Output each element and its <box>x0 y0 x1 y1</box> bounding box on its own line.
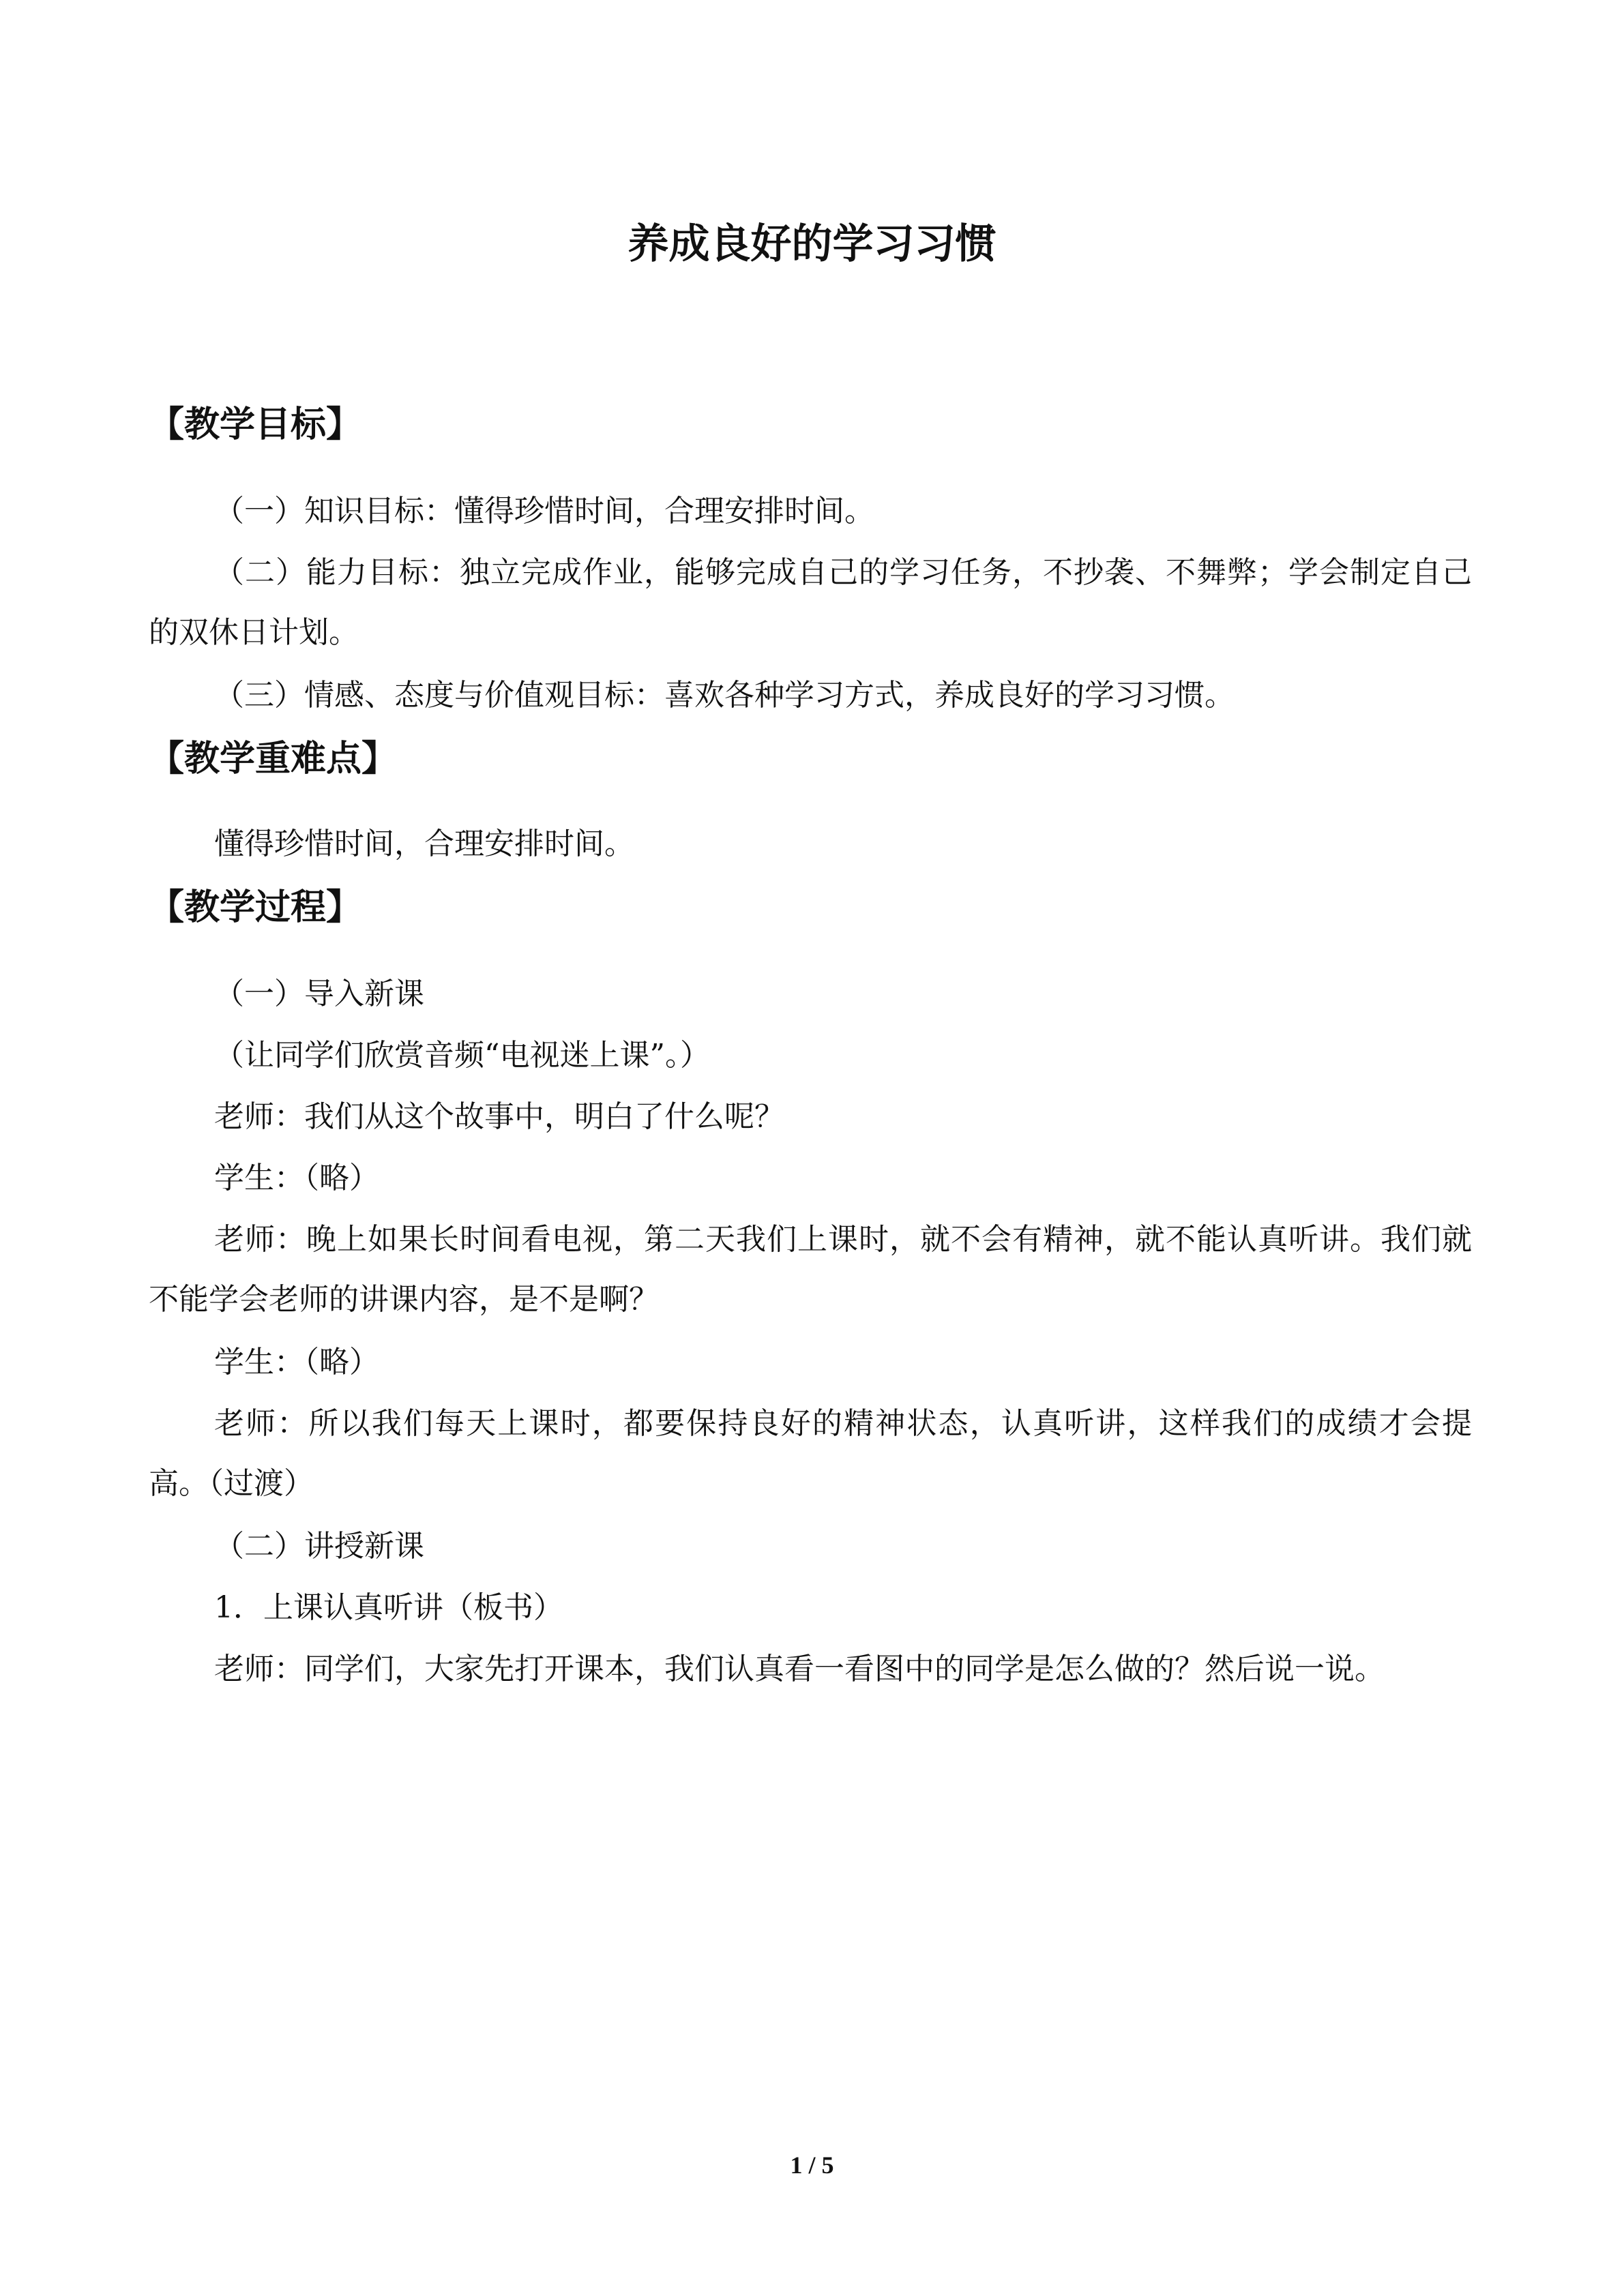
key-points-text: 懂得珍惜时间，合理安排时间。 <box>214 826 634 861</box>
objective-ability: （二）能力目标：独立完成作业，能够完成自己的学习任务，不抄袭、不舞弊；学会制定自己的双休日计划。 <box>149 555 1472 650</box>
process-student-answer-2: 学生：（略） <box>214 1345 379 1380</box>
process-teacher-explanation: 老师：晚上如果长时间看电视，第二天我们上课时，就不会有精神，就不能认真听讲。我们就不能学会老师的讲课内容，是不是啊？ <box>149 1222 1472 1317</box>
process-intro-title: （一）导入新课 <box>214 976 424 1011</box>
objective-emotion: （三）情感、态度与价值观目标：喜欢各种学习方式，养成良好的学习习惯。 <box>214 678 1235 713</box>
process-listen-carefully: 1．上课认真听讲（板书） <box>214 1590 563 1625</box>
process-student-answer-1: 学生：（略） <box>214 1161 379 1195</box>
page-number: 1 / 5 <box>790 2151 834 2179</box>
process-teacher-open-book: 老师：同学们，大家先打开课本，我们认真看一看图中的同学是怎么做的？然后说一说。 <box>214 1652 1385 1686</box>
process-new-lesson-title: （二）讲授新课 <box>214 1529 424 1564</box>
process-teacher-question: 老师：我们从这个故事中，明白了什么呢？ <box>214 1099 784 1134</box>
process-teacher-transition: 老师：所以我们每天上课时，都要保持良好的精神状态，认真听讲，这样我们的成绩才会提高。（过渡） <box>149 1406 1472 1501</box>
section-heading-teaching-process: 【教学过程】 <box>149 887 362 928</box>
objective-knowledge: （一）知识目标：懂得珍惜时间，合理安排时间。 <box>214 494 874 528</box>
process-audio-note: （让同学们欣赏音频“电视迷上课”。） <box>214 1038 710 1073</box>
section-heading-key-points: 【教学重难点】 <box>149 739 398 779</box>
document-title: 养成良好的学习习惯 <box>628 220 996 268</box>
section-heading-teaching-objectives: 【教学目标】 <box>149 404 362 445</box>
